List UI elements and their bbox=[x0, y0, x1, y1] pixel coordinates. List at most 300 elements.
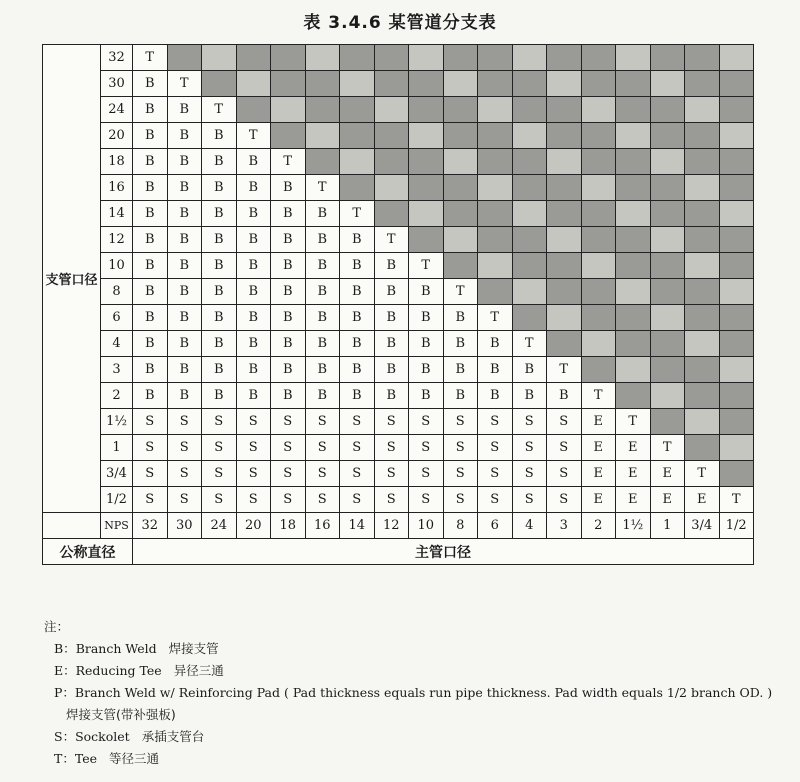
shaded-cell bbox=[340, 123, 375, 149]
table-cell: S bbox=[271, 461, 306, 487]
table-cell: T bbox=[236, 123, 271, 149]
table-cell: S bbox=[202, 461, 237, 487]
table-cell: T bbox=[340, 201, 375, 227]
table-title: 表 3.4.6 某管道分支表 bbox=[303, 13, 497, 33]
table-cell: T bbox=[719, 487, 754, 513]
shaded-cell bbox=[478, 253, 513, 279]
table-cell: B bbox=[443, 383, 478, 409]
shaded-cell bbox=[512, 279, 547, 305]
table-cell: B bbox=[236, 331, 271, 357]
table-cell: T bbox=[478, 305, 513, 331]
table-cell: B bbox=[374, 253, 409, 279]
table-cell: S bbox=[547, 409, 582, 435]
table-cell: S bbox=[167, 409, 202, 435]
note-chinese: 承插支管台 bbox=[141, 729, 205, 744]
table-cell: B bbox=[167, 383, 202, 409]
table-cell: E bbox=[581, 409, 616, 435]
table-cell: B bbox=[340, 331, 375, 357]
column-size-label: 18 bbox=[271, 513, 306, 539]
row-size-label: 16 bbox=[101, 175, 133, 201]
table-cell: T bbox=[374, 227, 409, 253]
table-cell: S bbox=[236, 409, 271, 435]
row-size-label: 3/4 bbox=[101, 461, 133, 487]
table-row bbox=[43, 357, 754, 383]
table-cell: B bbox=[305, 357, 340, 383]
shaded-cell bbox=[340, 149, 375, 175]
table-row bbox=[43, 279, 754, 305]
shaded-cell bbox=[719, 435, 754, 461]
table-cell: S bbox=[478, 435, 513, 461]
table-cell: T bbox=[685, 461, 720, 487]
table-cell: T bbox=[512, 331, 547, 357]
shaded-cell bbox=[685, 305, 720, 331]
shaded-cell bbox=[616, 71, 651, 97]
table-cell: B bbox=[167, 279, 202, 305]
note-code: B： bbox=[54, 641, 76, 656]
shaded-cell bbox=[719, 461, 754, 487]
table-cell: S bbox=[512, 409, 547, 435]
shaded-cell bbox=[650, 253, 685, 279]
table-cell: B bbox=[202, 201, 237, 227]
shaded-cell bbox=[305, 97, 340, 123]
shaded-cell bbox=[581, 45, 616, 71]
table-cell: S bbox=[167, 435, 202, 461]
shaded-cell bbox=[581, 253, 616, 279]
note-code: T： bbox=[54, 751, 75, 766]
table-cell: B bbox=[236, 149, 271, 175]
shaded-cell bbox=[340, 71, 375, 97]
nominal-diameter-label: 公称直径 bbox=[43, 539, 133, 565]
shaded-cell bbox=[512, 97, 547, 123]
table-row bbox=[43, 201, 754, 227]
table-cell: B bbox=[202, 149, 237, 175]
shaded-cell bbox=[650, 279, 685, 305]
notes-heading: 注： bbox=[44, 619, 70, 634]
shaded-cell bbox=[581, 97, 616, 123]
table-cell: T bbox=[409, 253, 444, 279]
shaded-cell bbox=[650, 331, 685, 357]
table-cell: S bbox=[547, 435, 582, 461]
table-cell: B bbox=[167, 149, 202, 175]
table-cell: B bbox=[305, 201, 340, 227]
table-row bbox=[43, 383, 754, 409]
note-item bbox=[44, 682, 794, 726]
shaded-cell bbox=[443, 227, 478, 253]
table-cell: S bbox=[374, 409, 409, 435]
shaded-cell bbox=[685, 357, 720, 383]
column-size-label: 20 bbox=[236, 513, 271, 539]
table-cell: B bbox=[340, 253, 375, 279]
shaded-cell bbox=[236, 71, 271, 97]
shaded-cell bbox=[685, 123, 720, 149]
table-cell: B bbox=[305, 305, 340, 331]
table-cell: B bbox=[374, 279, 409, 305]
table-cell: B bbox=[271, 383, 306, 409]
table-cell: S bbox=[374, 487, 409, 513]
table-cell: B bbox=[133, 227, 168, 253]
shaded-cell bbox=[409, 123, 444, 149]
table-cell: B bbox=[167, 331, 202, 357]
table-cell: S bbox=[512, 487, 547, 513]
row-size-label: 18 bbox=[101, 149, 133, 175]
table-row bbox=[43, 149, 754, 175]
table-cell: T bbox=[616, 409, 651, 435]
branch-axis-label: 支管口径 bbox=[43, 45, 101, 513]
table-row bbox=[43, 97, 754, 123]
table-row bbox=[43, 435, 754, 461]
row-size-label: 30 bbox=[101, 71, 133, 97]
table-cell: S bbox=[236, 487, 271, 513]
table-cell: B bbox=[340, 357, 375, 383]
table-cell: B bbox=[133, 331, 168, 357]
shaded-cell bbox=[616, 201, 651, 227]
table-cell: B bbox=[409, 357, 444, 383]
table-cell: S bbox=[305, 435, 340, 461]
shaded-cell bbox=[271, 71, 306, 97]
table-cell: B bbox=[374, 305, 409, 331]
shaded-cell bbox=[650, 97, 685, 123]
shaded-cell bbox=[512, 71, 547, 97]
table-cell: S bbox=[340, 461, 375, 487]
table-row bbox=[43, 45, 754, 71]
shaded-cell bbox=[340, 45, 375, 71]
table-cell: B bbox=[133, 123, 168, 149]
table-cell: S bbox=[547, 461, 582, 487]
shaded-cell bbox=[685, 435, 720, 461]
table-cell: B bbox=[236, 383, 271, 409]
table-cell: B bbox=[236, 201, 271, 227]
shaded-cell bbox=[409, 71, 444, 97]
shaded-cell bbox=[478, 279, 513, 305]
table-cell: T bbox=[167, 71, 202, 97]
shaded-cell bbox=[443, 201, 478, 227]
shaded-cell bbox=[340, 97, 375, 123]
note-chinese: 焊接支管 bbox=[168, 641, 219, 656]
shaded-cell bbox=[547, 175, 582, 201]
shaded-cell bbox=[443, 123, 478, 149]
shaded-cell bbox=[616, 175, 651, 201]
table-cell: E bbox=[685, 487, 720, 513]
row-size-label: 1 bbox=[101, 435, 133, 461]
column-size-label: 14 bbox=[340, 513, 375, 539]
shaded-cell bbox=[443, 71, 478, 97]
table-cell: B bbox=[133, 175, 168, 201]
shaded-cell bbox=[685, 409, 720, 435]
table-cell: B bbox=[202, 305, 237, 331]
note-code: S： bbox=[54, 729, 76, 744]
table-cell: B bbox=[271, 279, 306, 305]
column-size-label: 2 bbox=[581, 513, 616, 539]
table-cell: E bbox=[581, 461, 616, 487]
notes-list bbox=[44, 638, 794, 770]
shaded-cell bbox=[409, 45, 444, 71]
table-cell: S bbox=[443, 487, 478, 513]
table-cell: S bbox=[236, 435, 271, 461]
table-cell: S bbox=[202, 487, 237, 513]
row-size-label: 24 bbox=[101, 97, 133, 123]
note-code: P： bbox=[54, 685, 75, 700]
column-size-label: 1 bbox=[650, 513, 685, 539]
shaded-cell bbox=[650, 409, 685, 435]
table-cell: S bbox=[167, 487, 202, 513]
table-cell: S bbox=[512, 461, 547, 487]
table-cell: B bbox=[409, 279, 444, 305]
table-cell: B bbox=[305, 331, 340, 357]
row-size-label: 4 bbox=[101, 331, 133, 357]
shaded-cell bbox=[616, 357, 651, 383]
shaded-cell bbox=[512, 149, 547, 175]
note-chinese: 异径三通 bbox=[173, 663, 224, 678]
column-size-label: 24 bbox=[202, 513, 237, 539]
table-cell: S bbox=[443, 435, 478, 461]
row-size-label: 1/2 bbox=[101, 487, 133, 513]
shaded-cell bbox=[512, 227, 547, 253]
note-item bbox=[44, 660, 794, 682]
note-chinese: 焊接支管(带补强板) bbox=[66, 707, 176, 722]
shaded-cell bbox=[616, 279, 651, 305]
shaded-cell bbox=[581, 175, 616, 201]
table-cell: S bbox=[305, 487, 340, 513]
column-size-label: 30 bbox=[167, 513, 202, 539]
shaded-cell bbox=[305, 149, 340, 175]
shaded-cell bbox=[685, 45, 720, 71]
table-cell: B bbox=[512, 383, 547, 409]
table-cell: B bbox=[202, 279, 237, 305]
table-cell: B bbox=[236, 305, 271, 331]
table-cell: B bbox=[271, 175, 306, 201]
shaded-cell bbox=[512, 253, 547, 279]
table-row bbox=[43, 331, 754, 357]
table-cell: B bbox=[271, 357, 306, 383]
shaded-cell bbox=[512, 123, 547, 149]
table-row bbox=[43, 253, 754, 279]
table-cell: B bbox=[236, 253, 271, 279]
shaded-cell bbox=[374, 71, 409, 97]
table-cell: B bbox=[443, 331, 478, 357]
table-cell: B bbox=[133, 383, 168, 409]
table-cell: S bbox=[374, 461, 409, 487]
branch-table bbox=[42, 44, 754, 565]
shaded-cell bbox=[685, 149, 720, 175]
shaded-cell bbox=[719, 409, 754, 435]
shaded-cell bbox=[616, 331, 651, 357]
shaded-cell bbox=[409, 175, 444, 201]
table-cell: B bbox=[202, 357, 237, 383]
table-cell: S bbox=[236, 461, 271, 487]
table-cell: B bbox=[202, 175, 237, 201]
table-cell: B bbox=[409, 383, 444, 409]
shaded-cell bbox=[719, 357, 754, 383]
shaded-cell bbox=[374, 45, 409, 71]
shaded-cell bbox=[547, 149, 582, 175]
shaded-cell bbox=[443, 253, 478, 279]
table-row bbox=[43, 175, 754, 201]
table-cell: B bbox=[202, 253, 237, 279]
shaded-cell bbox=[719, 331, 754, 357]
row-size-label: 6 bbox=[101, 305, 133, 331]
row-size-label: 1½ bbox=[101, 409, 133, 435]
table-cell: B bbox=[167, 305, 202, 331]
shaded-cell bbox=[616, 383, 651, 409]
table-cell: S bbox=[478, 461, 513, 487]
table-cell: B bbox=[374, 357, 409, 383]
shaded-cell bbox=[719, 253, 754, 279]
column-size-label: 1/2 bbox=[719, 513, 754, 539]
table-cell: B bbox=[167, 201, 202, 227]
shaded-cell bbox=[305, 123, 340, 149]
shaded-cell bbox=[271, 45, 306, 71]
note-english: Branch Weld bbox=[75, 641, 157, 656]
note-item bbox=[44, 748, 794, 770]
shaded-cell bbox=[236, 97, 271, 123]
column-size-label: 10 bbox=[409, 513, 444, 539]
shaded-cell bbox=[409, 227, 444, 253]
shaded-cell bbox=[547, 305, 582, 331]
table-cell: B bbox=[236, 227, 271, 253]
shaded-cell bbox=[547, 253, 582, 279]
row-size-label: 10 bbox=[101, 253, 133, 279]
shaded-cell bbox=[305, 71, 340, 97]
table-cell: S bbox=[271, 435, 306, 461]
shaded-cell bbox=[719, 123, 754, 149]
shaded-cell bbox=[512, 201, 547, 227]
shaded-cell bbox=[478, 123, 513, 149]
column-size-label: 3 bbox=[547, 513, 582, 539]
table-cell: B bbox=[236, 175, 271, 201]
table-cell: B bbox=[133, 305, 168, 331]
shaded-cell bbox=[443, 175, 478, 201]
table-cell: B bbox=[478, 357, 513, 383]
shaded-cell bbox=[478, 227, 513, 253]
shaded-cell bbox=[685, 383, 720, 409]
table-cell: B bbox=[133, 357, 168, 383]
shaded-cell bbox=[271, 123, 306, 149]
shaded-cell bbox=[650, 123, 685, 149]
shaded-cell bbox=[271, 97, 306, 123]
table-cell: S bbox=[167, 461, 202, 487]
table-cell: B bbox=[340, 227, 375, 253]
table-cell: S bbox=[340, 435, 375, 461]
shaded-cell bbox=[374, 175, 409, 201]
shaded-cell bbox=[581, 305, 616, 331]
nps-label: NPS bbox=[101, 513, 133, 539]
table-cell: B bbox=[202, 383, 237, 409]
table-cell: B bbox=[236, 357, 271, 383]
table-cell: S bbox=[133, 461, 168, 487]
shaded-cell bbox=[685, 227, 720, 253]
table-cell: T bbox=[581, 383, 616, 409]
table-cell: S bbox=[271, 409, 306, 435]
shaded-cell bbox=[650, 175, 685, 201]
table-cell: S bbox=[202, 409, 237, 435]
shaded-cell bbox=[409, 149, 444, 175]
table-cell: B bbox=[305, 227, 340, 253]
table-cell: T bbox=[202, 97, 237, 123]
shaded-cell bbox=[719, 149, 754, 175]
shaded-cell bbox=[443, 149, 478, 175]
table-cell: S bbox=[443, 409, 478, 435]
table-cell: T bbox=[547, 357, 582, 383]
table-cell: B bbox=[133, 201, 168, 227]
table-row bbox=[43, 409, 754, 435]
shaded-cell bbox=[719, 227, 754, 253]
table-cell: B bbox=[478, 331, 513, 357]
table-cell: B bbox=[133, 253, 168, 279]
table-cell: B bbox=[305, 253, 340, 279]
table-cell: S bbox=[409, 435, 444, 461]
shaded-cell bbox=[443, 45, 478, 71]
shaded-cell bbox=[167, 45, 202, 71]
table-cell: B bbox=[271, 253, 306, 279]
table-cell: B bbox=[133, 279, 168, 305]
note-item bbox=[44, 726, 794, 748]
shaded-cell bbox=[547, 331, 582, 357]
table-cell: B bbox=[271, 201, 306, 227]
shaded-cell bbox=[340, 175, 375, 201]
shaded-cell bbox=[512, 175, 547, 201]
column-size-label: 16 bbox=[305, 513, 340, 539]
run-axis-label: 主管口径 bbox=[133, 539, 754, 565]
shaded-cell bbox=[719, 279, 754, 305]
table-cell: E bbox=[581, 435, 616, 461]
table-cell: S bbox=[133, 487, 168, 513]
shaded-cell bbox=[685, 97, 720, 123]
shaded-cell bbox=[547, 45, 582, 71]
table-row bbox=[43, 71, 754, 97]
column-size-label: 12 bbox=[374, 513, 409, 539]
table-cell: T bbox=[271, 149, 306, 175]
table-cell: E bbox=[650, 461, 685, 487]
table-cell: B bbox=[167, 227, 202, 253]
shaded-cell bbox=[581, 123, 616, 149]
column-size-label: 4 bbox=[512, 513, 547, 539]
table-cell: E bbox=[616, 435, 651, 461]
table-cell: S bbox=[374, 435, 409, 461]
shaded-cell bbox=[478, 175, 513, 201]
table-cell: S bbox=[443, 461, 478, 487]
shaded-cell bbox=[719, 45, 754, 71]
shaded-cell bbox=[685, 331, 720, 357]
table-cell: S bbox=[478, 487, 513, 513]
shaded-cell bbox=[650, 71, 685, 97]
shaded-cell bbox=[650, 305, 685, 331]
column-size-label: 6 bbox=[478, 513, 513, 539]
shaded-cell bbox=[305, 45, 340, 71]
table-cell: B bbox=[409, 305, 444, 331]
shaded-cell bbox=[581, 201, 616, 227]
shaded-cell bbox=[581, 149, 616, 175]
note-english: Sockolet bbox=[75, 729, 130, 744]
table-cell: S bbox=[340, 487, 375, 513]
table-cell: S bbox=[202, 435, 237, 461]
shaded-cell bbox=[547, 97, 582, 123]
table-cell: B bbox=[271, 305, 306, 331]
table-row bbox=[43, 461, 754, 487]
table-cell: B bbox=[133, 97, 168, 123]
shaded-cell bbox=[547, 71, 582, 97]
table-cell: S bbox=[512, 435, 547, 461]
shaded-cell bbox=[685, 253, 720, 279]
table-cell: B bbox=[305, 383, 340, 409]
shaded-cell bbox=[374, 123, 409, 149]
row-size-label: 2 bbox=[101, 383, 133, 409]
table-cell: T bbox=[133, 45, 168, 71]
table-cell: S bbox=[409, 461, 444, 487]
table-cell: B bbox=[340, 383, 375, 409]
shaded-cell bbox=[581, 331, 616, 357]
table-cell: B bbox=[271, 227, 306, 253]
table-cell: B bbox=[374, 331, 409, 357]
